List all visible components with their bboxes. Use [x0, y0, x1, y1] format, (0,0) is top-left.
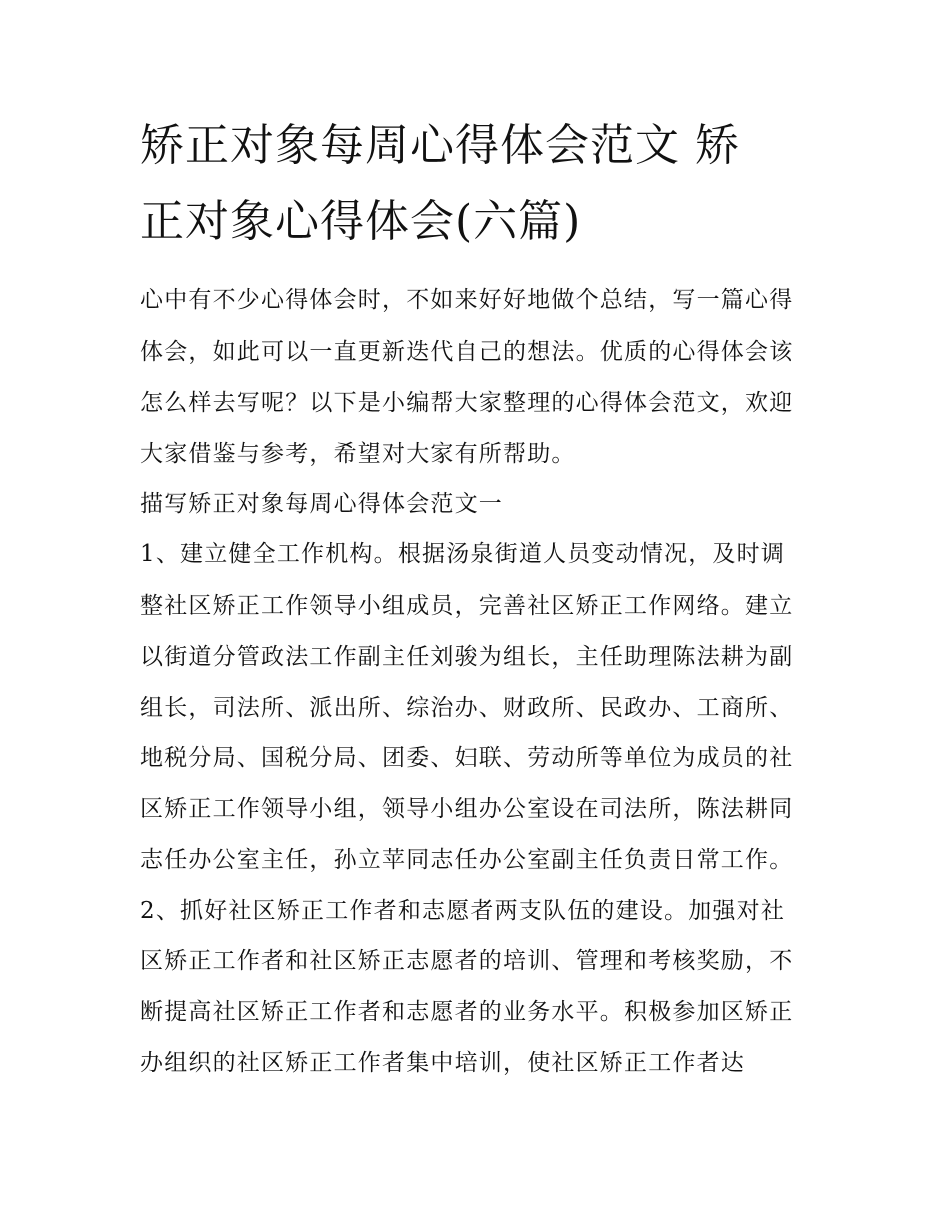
item2-line-2: 区矫正工作者和社区矫正志愿者的培训、管理和考核奖励，不	[140, 948, 794, 974]
intro-line-1: 心中有不少心得体会时，不如来好好地做个总结，写一篇心得	[140, 287, 794, 313]
intro-line-3: 怎么样去写呢？以下是小编帮大家整理的心得体会范文，欢迎	[140, 390, 794, 416]
document-title-line-2: 正对象心得体会(六篇)	[140, 196, 582, 247]
item1-line-6: 区矫正工作领导小组，领导小组办公室设在司法所，陈法耕同	[140, 796, 794, 822]
item1-line-3: 以街道分管政法工作副主任刘骏为组长，主任助理陈法耕为副	[140, 644, 794, 670]
item1-line-2: 整社区矫正工作领导小组成员，完善社区矫正工作网络。建立	[140, 593, 794, 619]
item1-line-4: 组长，司法所、派出所、综治办、财政所、民政办、工商所、	[140, 695, 794, 721]
item1-line-5: 地税分局、国税分局、团委、妇联、劳动所等单位为成员的社	[140, 745, 794, 771]
item2-line-3: 断提高社区矫正工作者和志愿者的业务水平。积极参加区矫正	[140, 999, 794, 1025]
item1-line-1: 1、建立健全工作机构。根据汤泉街道人员变动情况，及时调	[140, 541, 786, 567]
intro-line-2: 体会，如此可以一直更新迭代自己的想法。优质的心得体会该	[140, 339, 794, 365]
item2-line-1: 2、抓好社区矫正工作者和志愿者两支队伍的建设。加强对社	[140, 898, 786, 924]
item2-line-4: 办组织的社区矫正工作者集中培训，使社区矫正工作者达	[140, 1050, 745, 1076]
section-heading: 描写矫正对象每周心得体会范文一	[140, 491, 503, 517]
item1-line-7: 志任办公室主任，孙立苹同志任办公室副主任负责日常工作。	[140, 847, 794, 873]
intro-line-4: 大家借鉴与参考，希望对大家有所帮助。	[140, 441, 576, 467]
document-title-line-1: 矫正对象每周心得体会范文 矫	[140, 120, 740, 171]
